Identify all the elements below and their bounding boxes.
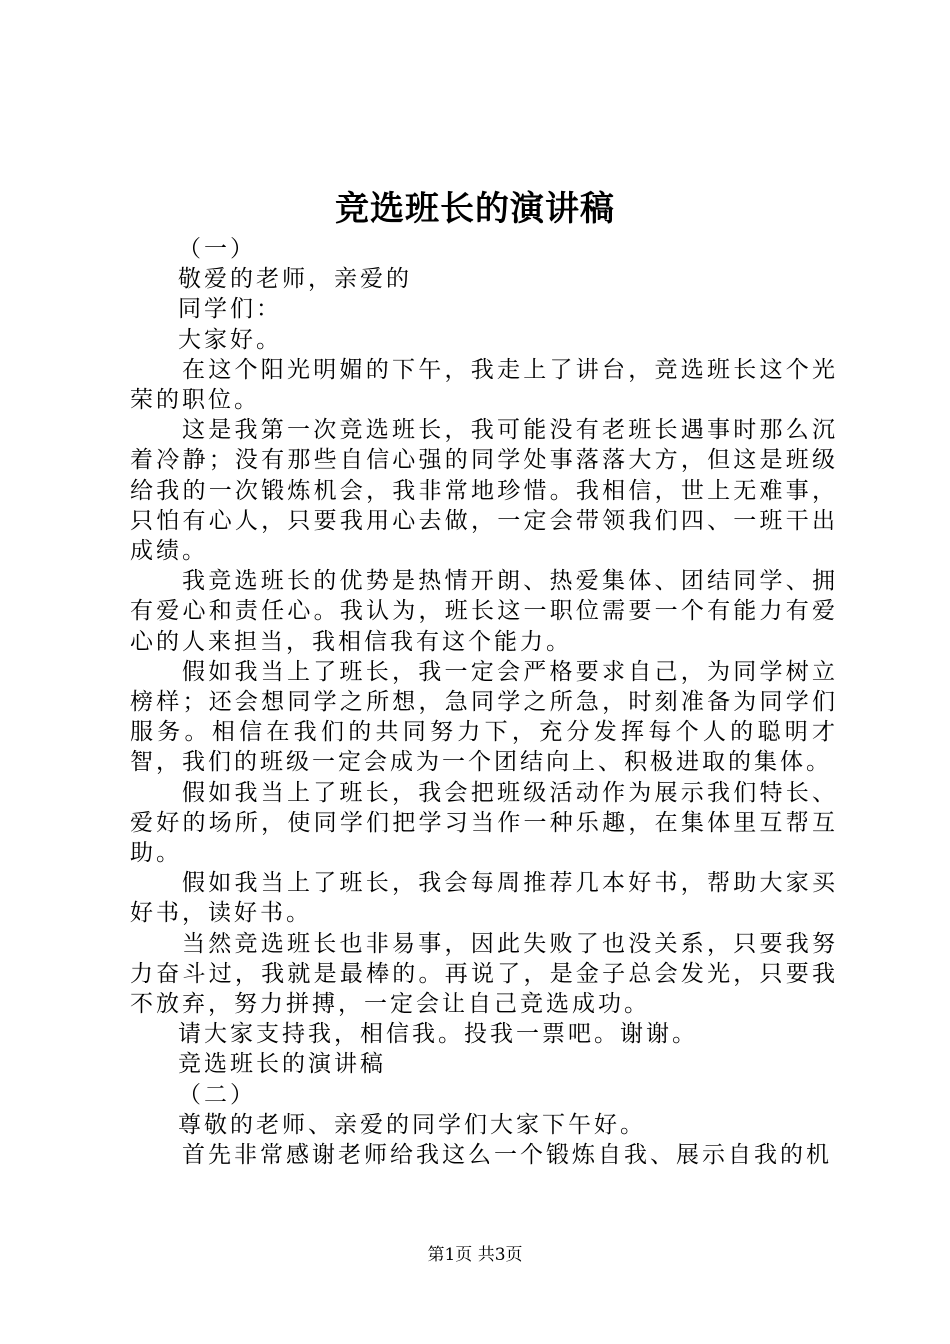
salutation-line-2: 同学们： <box>178 296 282 323</box>
closing-line: 请大家支持我，相信我。投我一票吧。谢谢。 <box>178 1021 698 1048</box>
page-number-footer: 第1页 共3页 <box>427 1245 523 1265</box>
paragraph: 首先非常感谢老师给我这么一个锻炼自我、展示自我的机 <box>182 1142 832 1169</box>
paragraph: 在这个阳光明媚的下午，我走上了讲台，竞选班长这个光荣的职位。 <box>130 356 838 414</box>
paragraph: 假如我当上了班长，我一定会严格要求自己，为同学树立榜样；还会想同学之所想，急同学之所急，时刻准备为同学们服务。相信在我们的共同努力下，充分发挥每个人的聪明才智，我们的班级一定会成为一个团结向上、积极进取的集体。 <box>130 658 838 776</box>
paragraph: 当然竞选班长也非易事，因此失败了也没关系，只要我努力奋斗过，我就是最棒的。再说了，是金子总会发光，只要我不放弃，努力拼搏，一定会让自己竞选成功。 <box>130 930 838 1018</box>
paragraph: 假如我当上了班长，我会每周推荐几本好书，帮助大家买好书，读好书。 <box>130 870 838 927</box>
paragraph: 这是我第一次竞选班长，我可能没有老班长遇事时那么沉着冷静；没有那些自信心强的同学处事落落大方，但这是班级给我的一次锻炼机会，我非常地珍惜。我相信，世上无难事，只怕有心人，只要我用心去做，一定会带领我们四、一班干出成绩。 <box>130 417 838 565</box>
document-title: 竞选班长的演讲稿 <box>335 189 615 229</box>
paragraph: 我竞选班长的优势是热情开朗、热爱集体、团结同学、拥有爱心和责任心。我认为，班长这一职位需要一个有能力有爱心的人来担当，我相信我有这个能力。 <box>130 568 838 655</box>
section-marker-2: （二） <box>178 1081 256 1108</box>
paragraph: 假如我当上了班长，我会把班级活动作为展示我们特长、爱好的场所，使同学们把学习当作一种乐趣，在集体里互帮互助。 <box>130 779 838 867</box>
second-speech-title: 竞选班长的演讲稿 <box>178 1051 386 1078</box>
greeting: 大家好。 <box>178 326 282 353</box>
salutation-line-1: 敬爱的老师，亲爱的 <box>178 266 412 293</box>
section-marker-1: （一） <box>178 236 256 262</box>
second-salutation: 尊敬的老师、亲爱的同学们大家下午好。 <box>178 1111 646 1138</box>
document-body <box>130 234 838 1170</box>
